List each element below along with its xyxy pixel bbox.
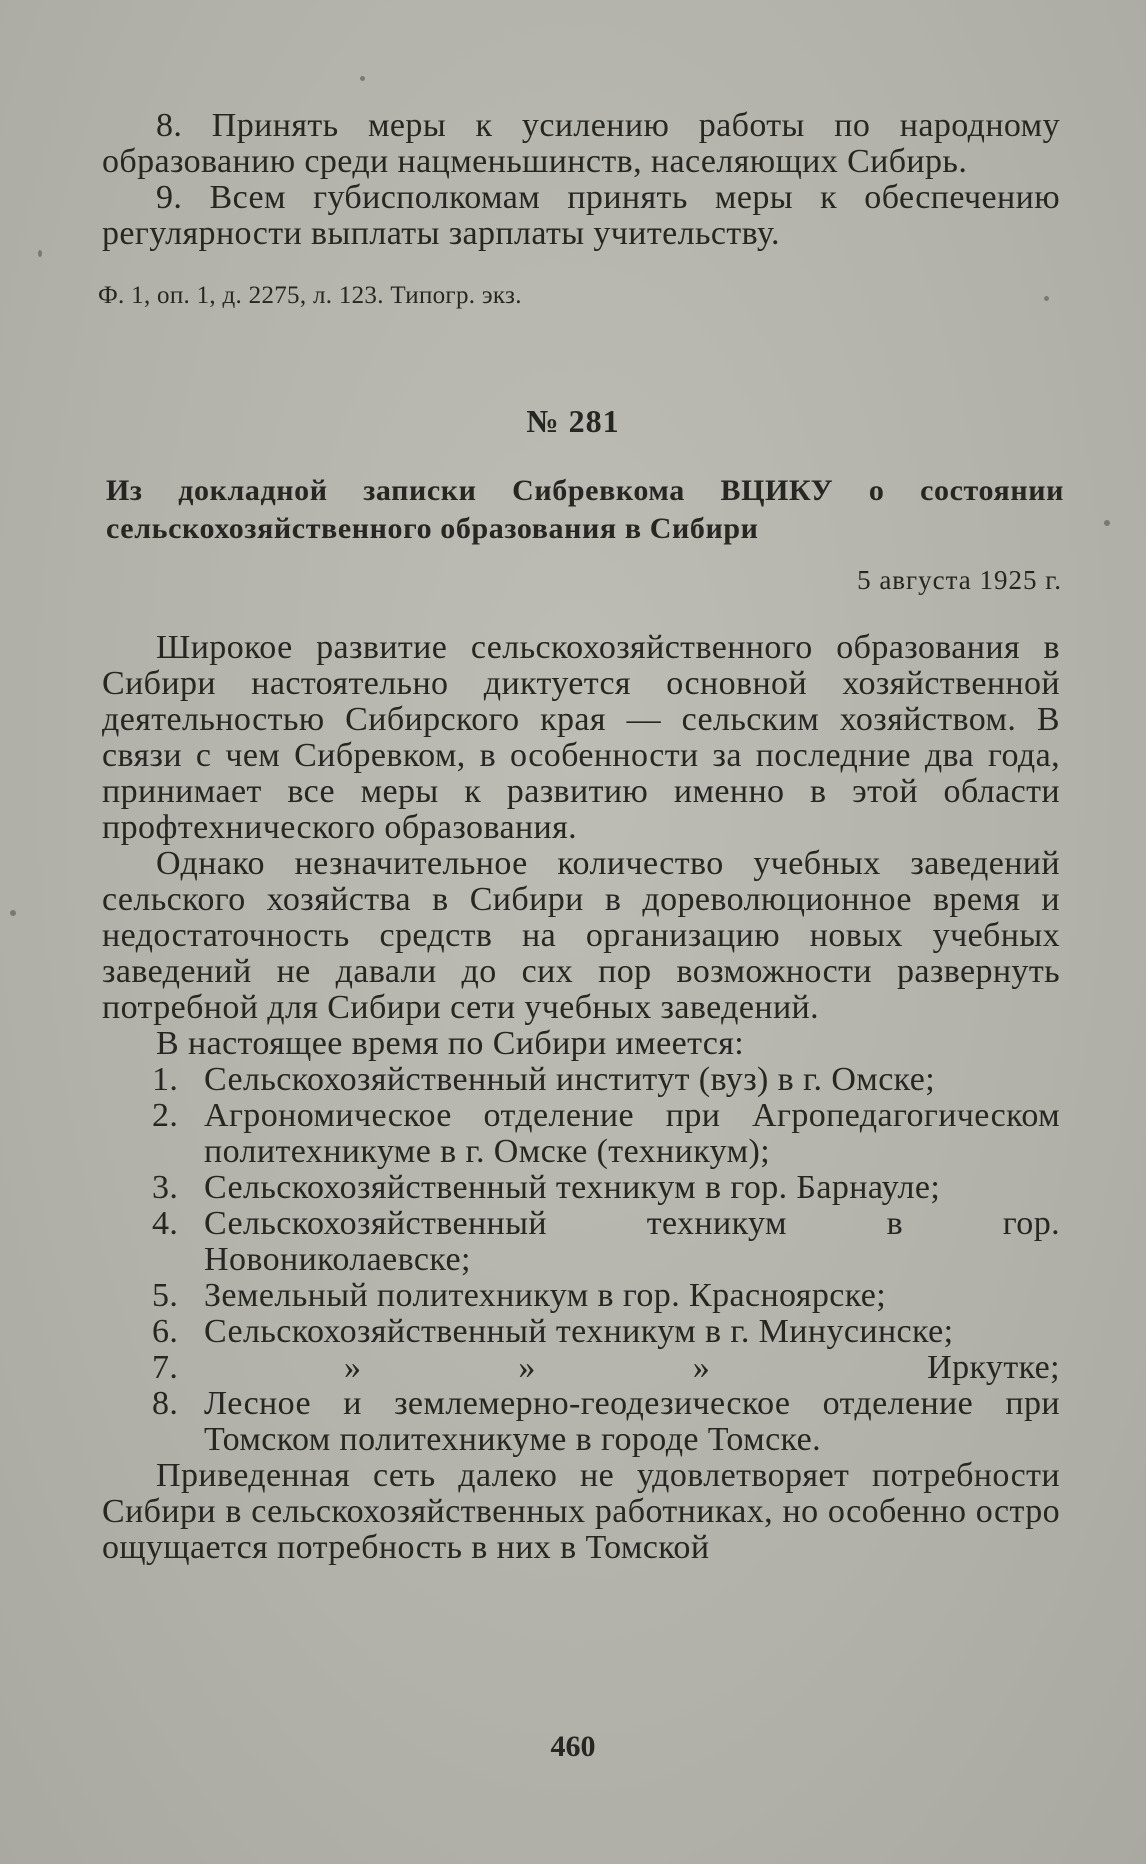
archive-reference: Ф. 1, оп. 1, д. 2275, л. 123. Типогр. экз.	[98, 282, 522, 309]
body-paragraph: Однако незначительное количество учебных заведений сельского хозяйства в Сибири в дореволюционное время и недостаточность средств на организацию новых учебных заведений не давали до сих пор возможности развернуть потребной для Сибири сети учебных заведений.	[102, 845, 1060, 1026]
document-title: Из докладной записки Сибревкома ВЦИКУ о состоянии сельскохозяйственного образования в Сибири	[106, 474, 1064, 545]
list-item: 2. Агрономическое отделение при Агропедагогическом политехникуме в г. Омске (техникум);	[152, 1097, 1060, 1170]
ditto-mark: »	[518, 1349, 536, 1386]
page-number: 460	[550, 1730, 596, 1763]
list-item: 7. » » » Иркутке;	[152, 1349, 1060, 1386]
list-item: 6. Сельскохозяйственный техникум в г. Минусинске;	[152, 1313, 954, 1350]
scan-speck	[360, 76, 365, 81]
ditto-mark: »	[692, 1349, 711, 1386]
scan-speck	[10, 910, 16, 916]
ditto-row	[204, 1350, 1060, 1386]
scan-speck	[1044, 296, 1049, 301]
previous-document-items	[102, 108, 1060, 252]
list-item: 3. Сельскохозяйственный техникум в гор. Барнауле;	[152, 1169, 941, 1206]
scan-speck	[1104, 520, 1110, 526]
institutions-list	[102, 1062, 1060, 1458]
document-body	[102, 630, 1060, 1566]
scan-speck	[38, 250, 42, 257]
top-item-9: 9. Всем губисполкомам принять меры к обеспечению регулярности выплаты зарплаты учительству.	[102, 179, 1060, 252]
body-paragraph: Широкое развитие сельскохозяйственного образования в Сибири настоятельно диктуется основной хозяйственной деятельностью Сибирского края — сельским хозяйством. В связи с чем Сибревком, в особенности за последние два года, принимает все меры к развитию именно в этой области профтехнического образования.	[102, 629, 1060, 846]
list-item: 8. Лесное и землемерно-геодезическое отделение при Томском политехникуме в городе Томске.	[152, 1385, 1060, 1458]
document-date: 5 августа 1925 г.	[857, 565, 1062, 595]
list-item: 4. Сельскохозяйственный техникум в гор. Новониколаевске;	[152, 1205, 1060, 1278]
list-item: 1. Сельскохозяйственный институт (вуз) в г. Омске;	[152, 1061, 936, 1098]
list-item: 5. Земельный политехникум в гор. Красноярске;	[152, 1277, 887, 1314]
top-item-8: 8. Принять меры к усилению работы по народному образованию среди нацменьшинств, населяющих Сибирь.	[102, 107, 1060, 180]
city-name: Иркутке;	[927, 1349, 1060, 1386]
ditto-mark: »	[344, 1349, 362, 1386]
document-number: № 281	[526, 403, 620, 439]
closing-paragraph: Приведенная сеть далеко не удовлетворяет потребности Сибири в сельскохозяйственных работниках, но особенно остро ощущается потребность в них в Томской	[102, 1457, 1060, 1566]
list-intro: В настоящее время по Сибири имеется:	[156, 1025, 745, 1062]
